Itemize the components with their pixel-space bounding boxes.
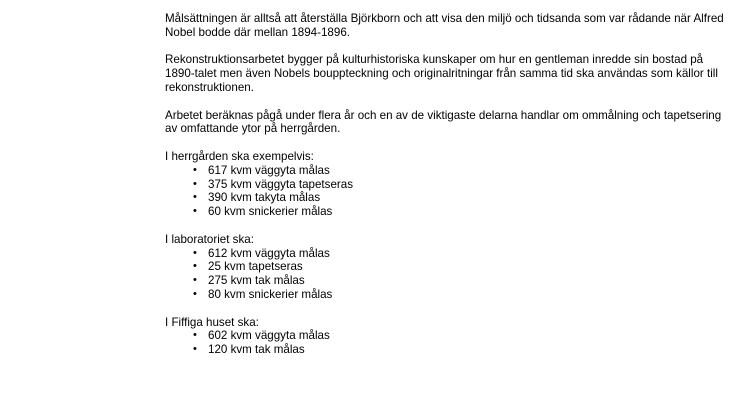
bullet-list	[165, 247, 725, 302]
section-laboratoriet	[165, 233, 725, 302]
list-item: • 375 kvm väggyta tapetseras	[193, 178, 725, 192]
list-item: • 60 kvm snickerier målas	[193, 205, 725, 219]
paragraph-reconstruction: Rekonstruktionsarbetet bygger på kulturhistoriska kunskaper om hur en gentleman inredde sin bostad på 1890-talet men även Nobels bouppteckning och originalritningar från samma tid ska användas som källor till rekonstruktionen.	[165, 53, 718, 94]
section-label: I herrgården ska exempelvis:	[165, 149, 314, 163]
section-herrgarden	[165, 150, 725, 219]
list-item: • 275 kvm tak målas	[193, 274, 725, 288]
list-item: • 602 kvm väggyta målas	[193, 329, 725, 343]
paragraph-work: Arbetet beräknas pågå under flera år och en av de viktigaste delarna handlar om ommålning och tapetsering av omfattande ytor på herrgården.	[165, 108, 722, 136]
bullet-list	[165, 329, 725, 357]
section-label: I laboratoriet ska:	[165, 232, 254, 246]
bullet-list	[165, 164, 725, 219]
paragraph-goal: Målsättningen är alltså att återställa Björkborn och att visa den miljö och tidsanda som var rådande när Alfred Nobel bodde där mellan 1894-1896.	[165, 12, 724, 39]
section-label: I Fiffiga huset ska:	[165, 315, 259, 329]
list-item: • 80 kvm snickerier målas	[193, 288, 725, 302]
list-item: • 25 kvm tapetseras	[193, 260, 725, 274]
list-item: • 617 kvm väggyta målas	[193, 164, 725, 178]
list-item: • 120 kvm tak målas	[193, 343, 725, 357]
list-item: • 612 kvm väggyta målas	[193, 247, 725, 261]
list-item: • 390 kvm takyta målas	[193, 191, 725, 205]
section-fiffiga-huset	[165, 316, 725, 357]
document-body	[165, 12, 725, 371]
